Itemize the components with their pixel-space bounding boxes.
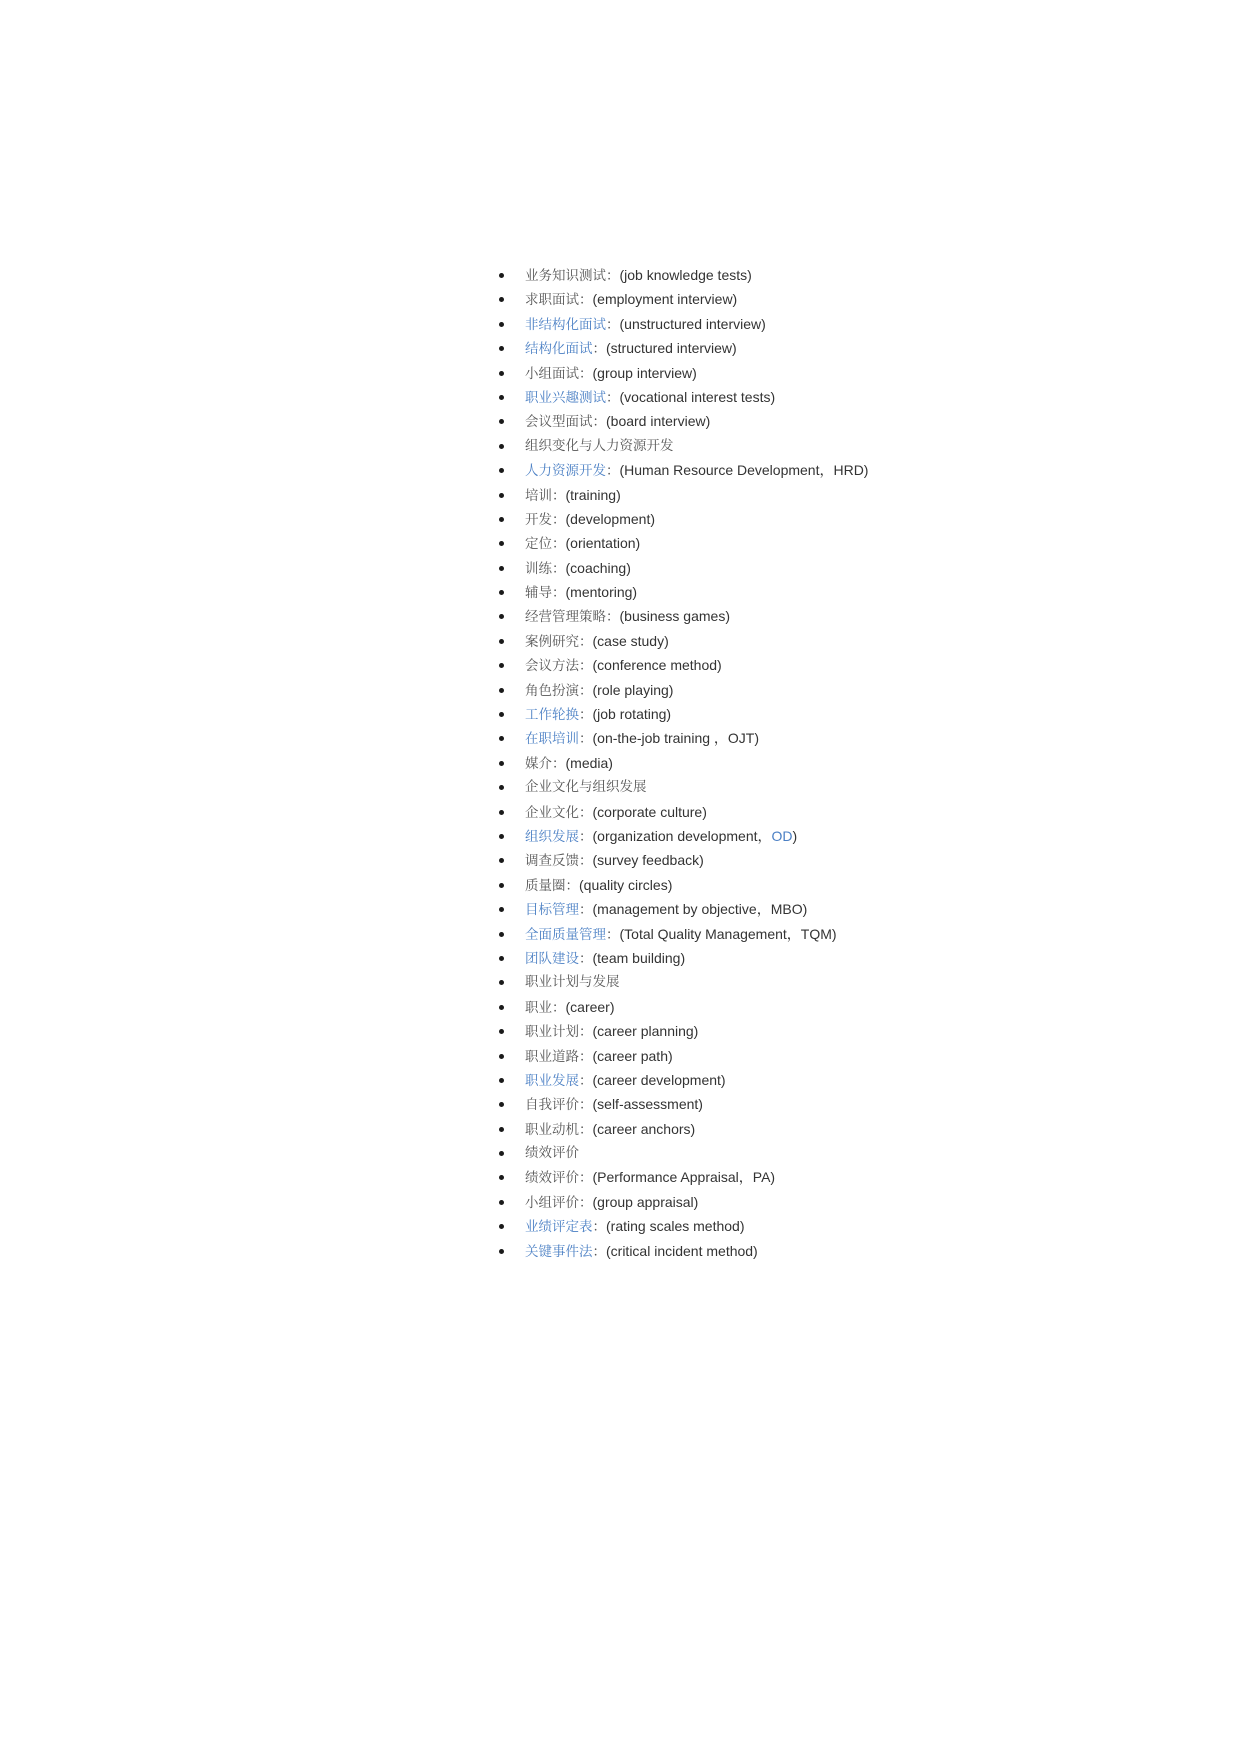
term-separator: ： <box>579 950 593 967</box>
term-label-en: (training) <box>565 486 621 503</box>
bullet-icon <box>499 1005 504 1010</box>
term-label-en: (survey feedback) <box>592 852 704 869</box>
term-link-zh[interactable]: 结构化面试 <box>525 341 593 358</box>
term-item <box>496 751 868 775</box>
term-separator: ： <box>606 463 620 480</box>
bullet-icon <box>499 639 504 644</box>
bullet-icon <box>499 1249 504 1254</box>
bullet-icon <box>499 956 504 961</box>
term-label-en: (management by objective，MBO) <box>592 901 808 918</box>
section-heading-item <box>496 434 868 458</box>
term-label-zh: 企业文化 <box>525 804 579 821</box>
term-link-zh[interactable]: 目标管理 <box>525 902 579 919</box>
term-item <box>496 1190 868 1214</box>
bullet-icon <box>499 1029 504 1034</box>
term-separator: ： <box>579 682 593 699</box>
term-separator: ： <box>579 902 593 919</box>
bullet-icon <box>499 297 504 302</box>
term-separator: ： <box>579 1072 593 1089</box>
bullet-icon <box>499 810 504 815</box>
term-item <box>496 726 868 750</box>
term-item <box>496 1239 868 1263</box>
term-item <box>496 556 868 580</box>
term-label-zh: 辅导 <box>525 585 552 602</box>
term-separator: ： <box>552 487 566 504</box>
bullet-icon <box>499 395 504 400</box>
term-label-en: (development) <box>565 510 655 527</box>
term-label-zh: 小组评价 <box>525 1194 579 1211</box>
term-label-en: (group interview) <box>592 364 697 381</box>
bullet-icon <box>499 1151 504 1156</box>
term-separator: ： <box>579 853 593 870</box>
term-separator: ： <box>552 585 566 602</box>
term-separator: ： <box>592 1219 606 1236</box>
term-label-en: (vocational interest tests) <box>619 388 776 405</box>
bullet-icon <box>499 712 504 717</box>
term-link-zh[interactable]: 组织发展 <box>525 828 579 845</box>
term-item <box>496 263 868 287</box>
term-item <box>496 1068 868 1092</box>
bullet-icon <box>499 590 504 595</box>
term-label-zh: 开发 <box>525 511 552 528</box>
term-label-en: (group appraisal) <box>592 1193 699 1210</box>
term-label-zh: 小组面试 <box>525 365 579 382</box>
term-item <box>496 873 868 897</box>
term-item <box>496 1214 868 1238</box>
term-label-en: (job knowledge tests) <box>619 267 752 283</box>
term-label-en: (media) <box>565 754 613 771</box>
term-label-en: (career development) <box>592 1071 726 1088</box>
term-label-en: (career anchors) <box>592 1120 696 1137</box>
term-label-en: (Total Quality Management，TQM) <box>619 925 837 942</box>
bullet-icon <box>499 1175 504 1180</box>
term-separator: ： <box>579 633 593 650</box>
term-label-zh: 绩效评价 <box>525 1145 579 1162</box>
term-separator: ： <box>592 1243 606 1260</box>
term-label-en: (mentoring) <box>565 584 638 601</box>
term-item <box>496 1117 868 1141</box>
bullet-icon <box>499 1078 504 1083</box>
term-item <box>496 507 868 531</box>
term-separator: ： <box>552 511 566 528</box>
term-item <box>496 312 868 336</box>
bullet-icon <box>499 1054 504 1059</box>
term-label-zh: 角色扮演 <box>525 682 579 699</box>
term-label-en: (self-assessment) <box>592 1096 703 1113</box>
term-separator: ： <box>579 658 593 675</box>
term-item <box>496 946 868 970</box>
term-label-zh: 绩效评价 <box>525 1170 579 1187</box>
term-label-zh: 职业道路 <box>525 1048 579 1065</box>
term-label-zh: 自我评价 <box>525 1097 579 1114</box>
term-label-zh: 职业动机 <box>525 1121 579 1138</box>
term-label-en: (organization development， <box>592 827 772 844</box>
term-item <box>496 678 868 702</box>
term-label-zh: 会议方法 <box>525 658 579 675</box>
term-link-en-abbrev[interactable]: OD <box>771 827 793 844</box>
section-heading-item <box>496 1141 868 1165</box>
bullet-icon <box>499 566 504 571</box>
term-label-en: (coaching) <box>565 559 631 576</box>
term-item <box>496 1092 868 1116</box>
term-separator: ： <box>606 268 620 284</box>
term-separator: ： <box>579 828 593 845</box>
term-list <box>496 263 868 1263</box>
term-label-en: (job rotating) <box>592 706 672 723</box>
bullet-icon <box>499 419 504 424</box>
bullet-icon <box>499 858 504 863</box>
term-item <box>496 1019 868 1043</box>
term-item <box>496 604 868 628</box>
bullet-icon <box>499 834 504 839</box>
term-label-en: (career path) <box>592 1047 673 1064</box>
term-item <box>496 995 868 1019</box>
term-label-en: (unstructured interview) <box>619 315 766 332</box>
bullet-icon <box>499 688 504 693</box>
term-separator: ： <box>579 1048 593 1065</box>
term-label-en: (rating scales method) <box>606 1218 745 1235</box>
term-label-en: (career) <box>565 998 615 1015</box>
term-link-zh[interactable]: 职业发展 <box>525 1072 579 1089</box>
term-label-en: (structured interview) <box>606 340 737 357</box>
term-item <box>496 580 868 604</box>
term-item <box>496 629 868 653</box>
bullet-icon <box>499 932 504 937</box>
bullet-icon <box>499 444 504 449</box>
term-item <box>496 336 868 360</box>
section-heading-item <box>496 775 868 799</box>
term-label-en: (team building) <box>592 949 686 966</box>
term-label-zh: 媒介 <box>525 755 552 772</box>
term-label-zh: 定位 <box>525 536 552 553</box>
term-item <box>496 702 868 726</box>
bullet-icon <box>499 371 504 376</box>
bullet-icon <box>499 493 504 498</box>
term-link-zh[interactable]: 在职培训 <box>525 731 579 748</box>
term-item <box>496 653 868 677</box>
term-item <box>496 922 868 946</box>
term-label-zh: 调查反馈 <box>525 853 579 870</box>
term-item <box>496 458 868 482</box>
bullet-icon <box>499 785 504 790</box>
term-label-en: (role playing) <box>592 681 674 698</box>
term-label-en: (Human Resource Development，HRD) <box>619 462 869 479</box>
term-separator: ： <box>552 755 566 772</box>
term-separator: ： <box>606 316 620 333</box>
term-item <box>496 483 868 507</box>
term-label-zh: 会议型面试 <box>525 414 593 431</box>
term-label-en: (orientation) <box>565 535 641 552</box>
term-label-en: (on-the-job training ，OJT) <box>592 730 760 747</box>
bullet-icon <box>499 907 504 912</box>
bullet-icon <box>499 468 504 473</box>
term-separator: ： <box>579 1121 593 1138</box>
term-label-zh: 职业 <box>525 999 552 1016</box>
term-separator: ： <box>579 1170 593 1187</box>
bullet-icon <box>499 736 504 741</box>
term-label-en-tail: ) <box>792 827 798 844</box>
term-link-zh[interactable]: 关键事件法 <box>525 1243 593 1260</box>
bullet-icon <box>499 517 504 522</box>
term-link-zh[interactable]: 工作轮换 <box>525 707 579 724</box>
term-label-en: (corporate culture) <box>592 803 707 820</box>
term-label-zh: 业务知识测试 <box>525 268 606 284</box>
bullet-icon <box>499 614 504 619</box>
term-label-en: (quality circles) <box>579 876 673 893</box>
term-separator: ： <box>565 877 579 894</box>
section-heading-item <box>496 970 868 994</box>
term-label-en: (business games) <box>619 608 730 625</box>
term-label-zh: 职业计划与发展 <box>525 974 620 991</box>
bullet-icon <box>499 663 504 668</box>
bullet-icon <box>499 541 504 546</box>
term-item <box>496 385 868 409</box>
term-label-en: (Performance Appraisal，PA) <box>592 1169 776 1186</box>
term-separator: ： <box>579 1194 593 1211</box>
term-item <box>496 531 868 555</box>
term-separator: ： <box>592 341 606 358</box>
bullet-icon <box>499 1200 504 1205</box>
term-separator: ： <box>579 1024 593 1041</box>
term-item <box>496 1165 868 1189</box>
bullet-icon <box>499 980 504 985</box>
term-separator: ： <box>606 926 620 943</box>
term-label-en: (case study) <box>592 632 669 649</box>
term-separator: ： <box>579 292 593 309</box>
term-separator: ： <box>606 609 620 626</box>
term-separator: ： <box>592 414 606 431</box>
term-separator: ： <box>552 560 566 577</box>
bullet-icon <box>499 1102 504 1107</box>
term-link-zh[interactable]: 人力资源开发 <box>525 463 606 480</box>
term-label-en: (conference method) <box>592 657 722 674</box>
term-separator: ： <box>579 731 593 748</box>
term-label-zh: 职业计划 <box>525 1024 579 1041</box>
bullet-icon <box>499 273 504 278</box>
term-label-zh: 企业文化与组织发展 <box>525 779 647 796</box>
term-label-zh: 培训 <box>525 487 552 504</box>
term-link-zh[interactable]: 职业兴趣测试 <box>525 389 606 406</box>
bullet-icon <box>499 346 504 351</box>
term-item <box>496 897 868 921</box>
term-label-zh: 经营管理策略 <box>525 609 606 626</box>
term-label-en: (employment interview) <box>592 291 738 308</box>
term-label-zh: 质量圈 <box>525 877 566 894</box>
term-separator: ： <box>579 365 593 382</box>
term-label-zh: 案例研究 <box>525 633 579 650</box>
term-link-zh[interactable]: 团队建设 <box>525 950 579 967</box>
bullet-icon <box>499 1127 504 1132</box>
term-item <box>496 1044 868 1068</box>
bullet-icon <box>499 1224 504 1229</box>
term-item <box>496 824 868 848</box>
term-separator: ： <box>579 707 593 724</box>
term-label-zh: 组织变化与人力资源开发 <box>525 437 674 454</box>
term-separator: ： <box>552 999 566 1016</box>
term-link-zh[interactable]: 业绩评定表 <box>525 1219 593 1236</box>
term-item <box>496 287 868 311</box>
bullet-icon <box>499 322 504 327</box>
term-item <box>496 361 868 385</box>
term-label-en: (board interview) <box>606 413 711 430</box>
term-separator: ： <box>579 804 593 821</box>
bullet-icon <box>499 883 504 888</box>
bullet-icon <box>499 761 504 766</box>
term-separator: ： <box>579 1097 593 1114</box>
term-item <box>496 409 868 433</box>
term-item <box>496 848 868 872</box>
term-item <box>496 800 868 824</box>
term-link-zh[interactable]: 全面质量管理 <box>525 926 606 943</box>
term-label-en: (critical incident method) <box>606 1242 758 1259</box>
term-label-zh: 求职面试 <box>525 292 579 309</box>
term-separator: ： <box>606 389 620 406</box>
term-link-zh[interactable]: 非结构化面试 <box>525 316 606 333</box>
term-label-en: (career planning) <box>592 1023 699 1040</box>
term-label-zh: 训练 <box>525 560 552 577</box>
term-separator: ： <box>552 536 566 553</box>
